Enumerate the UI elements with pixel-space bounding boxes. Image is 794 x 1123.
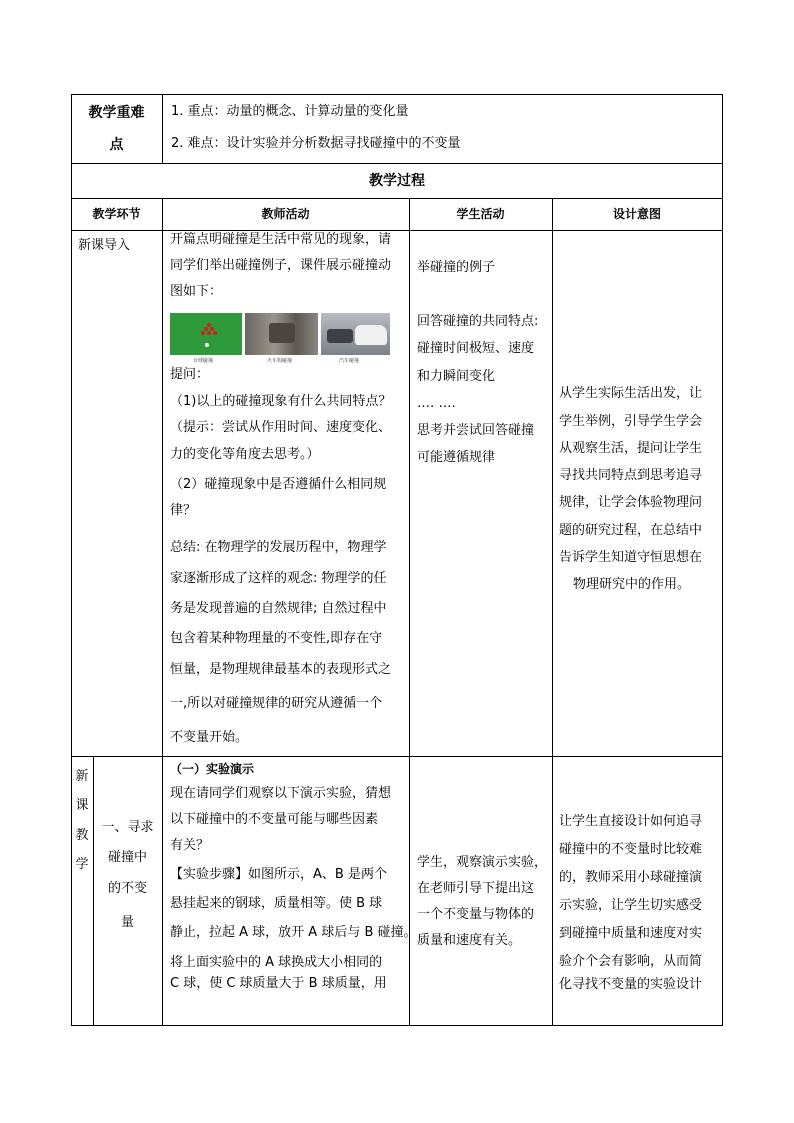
teacher-line: （提示：尝试从作用时间、速度变化、: [170, 420, 392, 435]
design-line: 寻找共同特点到思考追寻: [559, 468, 703, 483]
stage-intro: 新课导入: [78, 238, 131, 253]
experiment-heading: （一）实验演示: [170, 762, 255, 776]
student-line: 举碰撞的例子: [417, 260, 496, 275]
design-line: 碰撞中的不变量时比较难: [559, 842, 703, 857]
table-border-top: [71, 94, 723, 95]
teacher-line: （1)以上的碰撞现象有什么共同特点？: [170, 394, 392, 409]
key-points-label: 教学重难: [88, 105, 145, 121]
key-point-item: 1. 重点：动量的概念、计算动量的变化量: [171, 104, 409, 119]
teacher-line: 力的变化等角度去思考。）: [170, 447, 320, 462]
student-line: 碰撞时间极短、速度: [417, 341, 535, 356]
teacher-line: 图如下：: [170, 284, 223, 299]
train-caption: 火车钩碰撞: [267, 358, 293, 364]
teacher-line: 务是发现普遍的自然规律; 自然过程中: [170, 601, 387, 616]
row-divider: [71, 756, 723, 757]
teacher-line: 家逐渐形成了这样的观念: 物理学的任: [170, 571, 387, 586]
design-line: 让学生直接设计如何追寻: [559, 814, 703, 829]
teacher-line: 一,所以对碰撞规律的研究从遵循一个: [170, 696, 383, 711]
table-border-right: [722, 94, 723, 1026]
row-divider: [71, 163, 723, 164]
teacher-line: 提问：: [170, 367, 210, 382]
teacher-line: 有关？: [170, 838, 210, 853]
row-divider: [71, 230, 723, 231]
car-caption: 汽车碰撞: [339, 358, 360, 364]
design-line: 验介个会有影响，从而简: [559, 954, 703, 969]
design-line: 从学生实际生活出发，让: [559, 386, 703, 401]
col-divider: [162, 198, 163, 1026]
teacher-line: 不变量开始。: [170, 730, 249, 745]
design-line: 到碰撞中质量和速度对实: [559, 926, 703, 941]
ball-rack: [200, 323, 218, 337]
header-student: 学生活动: [456, 207, 505, 221]
student-line: 和力瞬间变化: [417, 369, 496, 384]
billiards-image: [170, 313, 242, 355]
student-line: 一个不变量与物体的: [417, 907, 535, 922]
design-line: 示实验，让学生切实感受: [559, 898, 703, 913]
student-line: 可能遵循规律: [417, 450, 496, 465]
header-teacher: 教师活动: [261, 207, 310, 221]
design-line: 从观察生活，提问让学生: [559, 441, 703, 456]
design-line: 告诉学生知道守恒思想在: [559, 550, 703, 565]
col-divider: [552, 198, 553, 1026]
teacher-line: 总结: 在物理学的发展历程中，物理学: [170, 540, 387, 555]
train-coupler-image: [245, 313, 318, 355]
row-divider: [71, 198, 723, 199]
design-line: 的，教师采用小球碰撞演: [559, 870, 703, 885]
design-line: 学生举例，引导学生学会: [559, 414, 703, 429]
teacher-line: 将上面实验中的 A 球换成大小相同的: [170, 955, 383, 970]
teacher-line: C 球，使 C 球质量大于 B 球质量，用: [170, 976, 387, 991]
key-points-label: 点: [109, 137, 124, 153]
student-line: 质量和速度有关。: [417, 933, 522, 948]
student-line: 学生，观察演示实验，: [417, 855, 548, 870]
teacher-line: 开篇点明碰撞是生活中常见的现象，请: [170, 232, 392, 247]
header-design: 设计意图: [612, 207, 661, 221]
student-line: 在老师引导下提出这: [417, 881, 535, 896]
student-line: 回答碰撞的共同特点:: [417, 314, 539, 329]
teacher-line: 以下碰撞中的不变量可能与哪些因素: [170, 812, 379, 827]
design-line: 题的研究过程，在总结中: [559, 523, 703, 538]
teacher-line: 包含着某种物理量的不变性,即存在守: [170, 631, 383, 646]
car-crash-image: [321, 313, 390, 355]
lesson-table: 教学重难 点 1. 重点：动量的概念、计算动量的变化量 2. 难点：设计实验并分析数据寻找碰撞中的不变量 教学过程 教学环节 教师活动 学生活动 设计意图 新课导入 开篇点明碰撞是生活中常见的现象，请 同学们举出碰撞例子，课件展示碰撞动 图如下： 台球碰撞 火车钩碰撞 汽车碰撞 提问： （1)以上的碰撞现象有什么共同特点？ （提示：尝试从作用时间、速度变化、 力的变化等角度去思考。） （2）碰撞现象中是否遵循什么相同规 律？ 总结: 在物理学的发展历程中，物理学 家逐渐形成了这样的观念: 物理学的任 务是发现普遍的自然规律; 自然过程中 包含着某种物理量的不变性,即存在守 恒量，是物理规律最基本的表现形式之 一,所以对碰撞规律的研究从遵循一个 不变量开始。 举碰撞的例子 回答碰撞的共同特点: 碰撞时间极短、速度 和力瞬间变化 ‥‥ ‥‥ 思考并尝试回答碰撞 可能遵循规律 从学生实际生活出发，让 学生举例，引导学生学会 从观察生活，提问让学生 寻找共同特点到思考追寻 规律，让学会体验物理问 题的研究过程，在总结中 告诉学生知道守恒思想在 物理研究中的作用。 新 课 教 学 一、寻求 碰撞中 的不变 量 （一）实验演示 现在请同学们观察以下演示实验，猜想 以下碰撞中的不变量可能与哪些因素 有关？ 【实验步骤】如图所示，A、B 是两个 悬挂起来的钢球，质量相等。使 B 球 静止，拉起 A 球，放开 A 球后与 B 碰撞。 将上面实验中的 A 球换成大小相同的 C 球，使 C 球质量大于 B 球质量，用 学生，观察演示实验， 在老师引导下提出这 一个不变量与物体的 质量和速度有关。 让学生直接设计如何追寻 碰撞中的不变量时比较难 的，教师采用小球碰撞演 示实验，让学生切实感受 到碰撞中质量和速度对实 验介个会有影响，从而简 化寻找不变量的实验设计: [71, 94, 723, 1026]
col-divider: [162, 94, 163, 163]
design-line: 化寻找不变量的实验设计: [559, 977, 703, 992]
student-line: 思考并尝试回答碰撞: [417, 423, 535, 438]
teacher-line: （2）碰撞现象中是否遵循什么相同规: [170, 477, 387, 492]
design-line: 规律，让学会体验物理问: [559, 495, 703, 510]
teacher-line: 悬挂起来的钢球，质量相等。使 B 球: [170, 896, 383, 911]
table-border-left: [71, 94, 72, 1026]
design-line: 物理研究中的作用。: [573, 577, 691, 592]
header-stage: 教学环节: [92, 207, 141, 221]
student-line: ‥‥ ‥‥: [417, 396, 456, 411]
teacher-line: 现在请同学们观察以下演示实验，猜想: [170, 786, 392, 801]
teacher-line: 静止，拉起 A 球，放开 A 球后与 B 碰撞。: [170, 925, 417, 940]
table-border-bottom: [71, 1025, 723, 1026]
teacher-line: 恒量，是物理规律最基本的表现形式之: [170, 662, 392, 677]
teacher-line: 同学们举出碰撞例子，课件展示碰撞动: [170, 258, 392, 273]
process-title: 教学过程: [369, 173, 425, 189]
teacher-line: 律？: [170, 503, 197, 518]
teacher-line: 【实验步骤】如图所示，A、B 是两个: [170, 867, 387, 882]
billiards-caption: 台球碰撞: [193, 358, 214, 364]
key-point-item: 2. 难点：设计实验并分析数据寻找碰撞中的不变量: [171, 136, 461, 151]
col-divider: [409, 198, 410, 1026]
